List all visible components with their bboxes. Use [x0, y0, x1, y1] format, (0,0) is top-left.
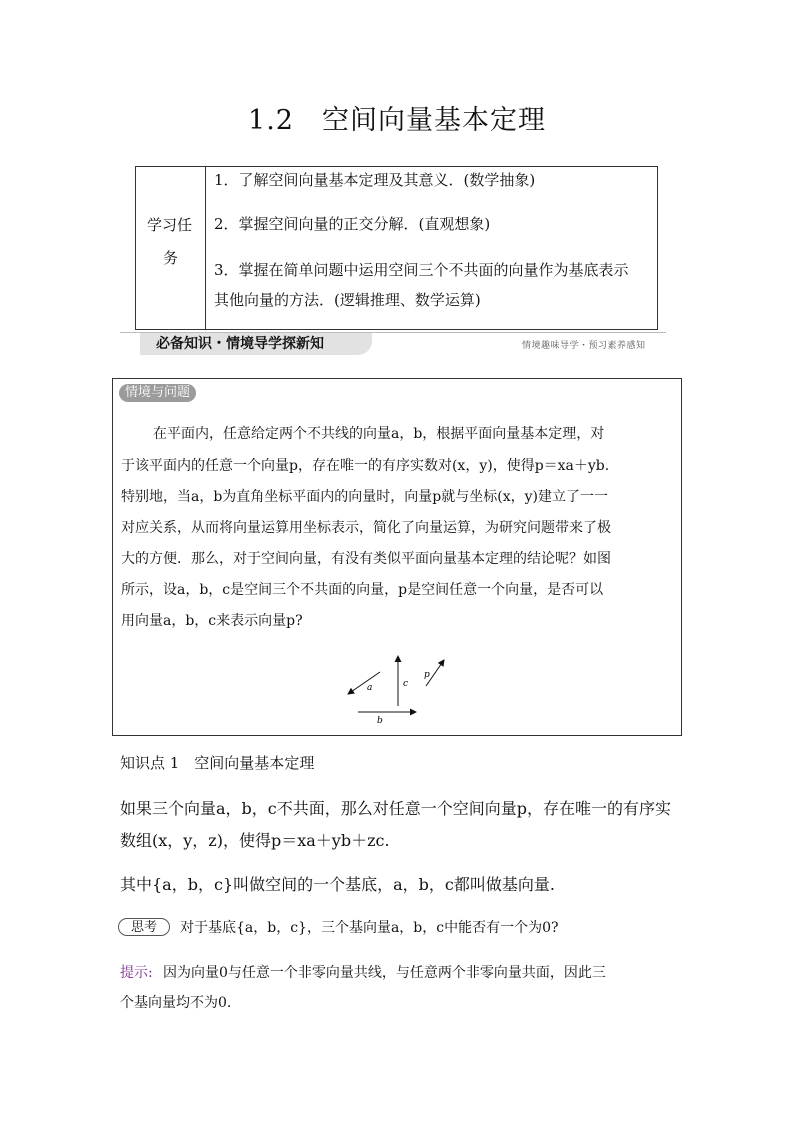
hint-line-1: 因为向量0与任意一个非零向量共线，与任意两个非零向量共面，因此三 — [163, 965, 606, 981]
scenario-tag: 情境与问题 — [119, 384, 196, 402]
learning-task-table — [135, 166, 658, 330]
scenario-line: 于该平面内的任意一个向量p，存在唯一的有序实数对(x，y)，使得p＝xa＋yb. — [121, 458, 610, 474]
vector-a-arrow — [348, 672, 380, 694]
vector-a-label: a — [367, 683, 373, 693]
vector-c-label: c — [403, 679, 409, 689]
task-item-2: 2．掌握空间向量的正交分解．(直观想象) — [214, 215, 491, 233]
scenario-line: 所示，设a，b，c是空间三个不共面的向量，p是空间任意一个向量，是否可以 — [121, 582, 604, 598]
scenario-line: 大的方便．那么，对于空间向量，有没有类似平面向量基本定理的结论呢？如图 — [121, 551, 611, 567]
task-item-3: 3．掌握在简单问题中运用空间三个不共面的向量作为基底表示 — [214, 261, 629, 279]
hint-line-2: 个基向量均不为0. — [120, 995, 232, 1011]
scenario-line: 特别地，当a，b为直角坐标平面内的向量时，向量p就与坐标(x，y)建立了一一 — [121, 489, 608, 505]
think-tag: 思考 — [118, 918, 170, 936]
think-question: 对于基底{a，b，c}，三个基向量a，b，c中能否有一个为0? — [180, 920, 559, 936]
scenario-line: 在平面内，任意给定两个不共线的向量a，b，根据平面向量基本定理，对 — [153, 426, 605, 442]
vector-diagram — [340, 650, 450, 726]
page-title: 1.2 空间向量基本定理 — [248, 105, 546, 136]
task-label-line-1: 学习任 — [147, 216, 193, 234]
task-label-line-2: 务 — [163, 249, 179, 267]
vector-p-label: p — [424, 670, 430, 680]
section-banner: 必备知识・情境导学探新知 — [140, 333, 372, 355]
theorem-line-2: 数组(x，y，z)，使得p＝xa＋yb＋zc. — [120, 831, 390, 850]
vector-b-label: b — [377, 716, 383, 726]
theorem-line-1: 如果三个向量a，b，c不共面，那么对任意一个空间向量p，存在唯一的有序实 — [120, 799, 671, 818]
task-item-3-cont: 其他向量的方法．(逻辑推理、数学运算) — [214, 291, 481, 309]
section-banner-subtitle: 情境趣味导学・预习素养感知 — [522, 341, 646, 351]
task-item-1: 1．了解空间向量基本定理及其意义．(数学抽象) — [214, 171, 536, 189]
knowledge-point-title: 知识点 1 空间向量基本定理 — [120, 754, 315, 772]
basis-definition: 其中{a，b，c}叫做空间的一个基底，a，b，c都叫做基向量. — [120, 875, 555, 894]
hint-label: 提示: — [120, 965, 153, 981]
scenario-line: 对应关系，从而将向量运算用坐标表示，简化了向量运算，为研究问题带来了极 — [121, 520, 611, 536]
task-label-cell — [136, 167, 206, 329]
scenario-line: 用向量a，b，c来表示向量p? — [121, 613, 303, 629]
